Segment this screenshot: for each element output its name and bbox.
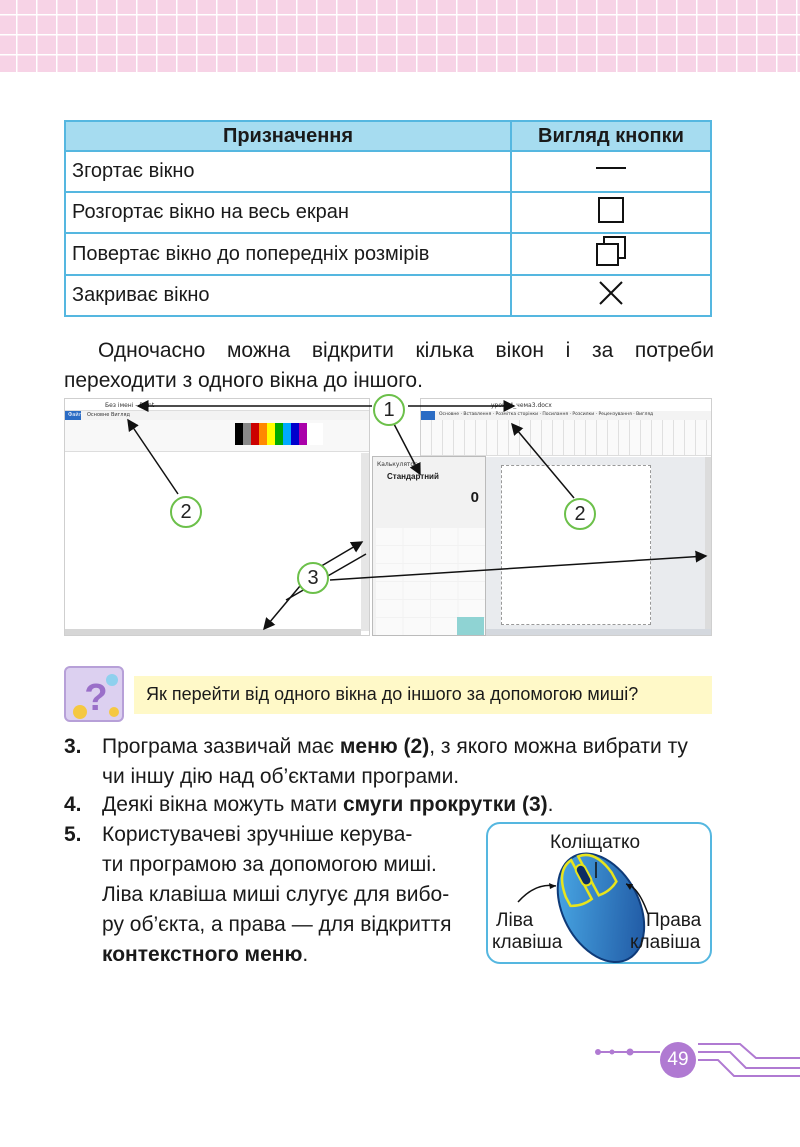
list-text [102, 790, 553, 820]
paint-title: Без імені - Paint [105, 402, 155, 409]
list-text-post: . [302, 943, 309, 966]
list-item [64, 820, 484, 970]
svg-text:?: ? [84, 677, 108, 719]
word-title: урок14_чема3.docx [491, 402, 552, 409]
question-text: Як перейти від одного вікна до іншого за допомогою миші? [134, 676, 712, 714]
list-item [64, 790, 714, 820]
table-cell-purpose: Закриває вікно [65, 275, 511, 316]
table-header-button: Вигляд кнопки [511, 121, 711, 151]
paragraph-windows: Одночасно можна відкрити кілька вікон і за потреби переходити з одного вікна до іншого. [64, 339, 714, 392]
list-text [102, 732, 714, 792]
list-line: Користувачеві зручніше керува- [102, 823, 413, 846]
left-button-label-2: клавіша [492, 932, 563, 953]
list-text [102, 820, 476, 970]
table-cell-purpose: Повертає вікно до попередніх розмірів [65, 233, 511, 275]
calc-title: Калькулятор [377, 461, 418, 468]
callout-3: 3 [297, 562, 329, 594]
list-text-bold: контекстного меню [102, 943, 303, 966]
list-line: ти програмою за допомогою миші. [102, 853, 437, 876]
list-number: 5. [64, 823, 82, 846]
paint-tab-view[interactable]: Вигляд [111, 412, 130, 418]
right-button-label-2: клавіша [630, 932, 701, 953]
table-cell-purpose: Розгортає вікно на весь екран [65, 192, 511, 233]
list-text-line2: чи іншу дію над об’єктами програми. [102, 765, 460, 788]
callout-2-left: 2 [170, 496, 202, 528]
list-text-post: , з якого можна вибрати ту [429, 735, 688, 758]
list-text-bold: смуги прокрутки (3) [342, 793, 548, 816]
callout-2-right: 2 [564, 498, 596, 530]
callout-1: 1 [373, 394, 405, 426]
left-button-label-1: Ліва [496, 910, 534, 931]
table-header-purpose: Призначення [65, 121, 511, 151]
page-number: 49 [660, 1042, 696, 1078]
list-item [64, 732, 714, 792]
list-number: 4. [64, 793, 82, 816]
list-text-bold: меню (2) [339, 735, 430, 758]
paint-tab-home[interactable]: Основне [87, 412, 110, 418]
list-text-pre: Програма зазвичай має [102, 735, 340, 758]
calc-display: 0 [470, 489, 479, 506]
list-number: 3. [64, 735, 82, 758]
word-tabs: Основне · Вставлення · Розмітка сторінки · Посилання · Розсилки · Рецензування · Вигляд [439, 412, 654, 417]
question-icon [64, 666, 124, 722]
mouse-diagram [486, 822, 712, 964]
list-text-pre: Деякі вікна можуть мати [102, 793, 343, 816]
calc-mode: Стандартний [387, 472, 439, 481]
paint-tab-file[interactable]: Файл [68, 412, 82, 418]
wheel-label: Коліщатко [550, 832, 641, 853]
right-button-label-1: Права [646, 910, 702, 931]
list-line: ру об’єкта, а права — для відкриття [102, 913, 452, 936]
list-text-post: . [547, 793, 554, 816]
list-line: Ліва клавіша миші слугує для вибо- [102, 883, 450, 906]
table-cell-purpose: Згортає вікно [65, 151, 511, 192]
